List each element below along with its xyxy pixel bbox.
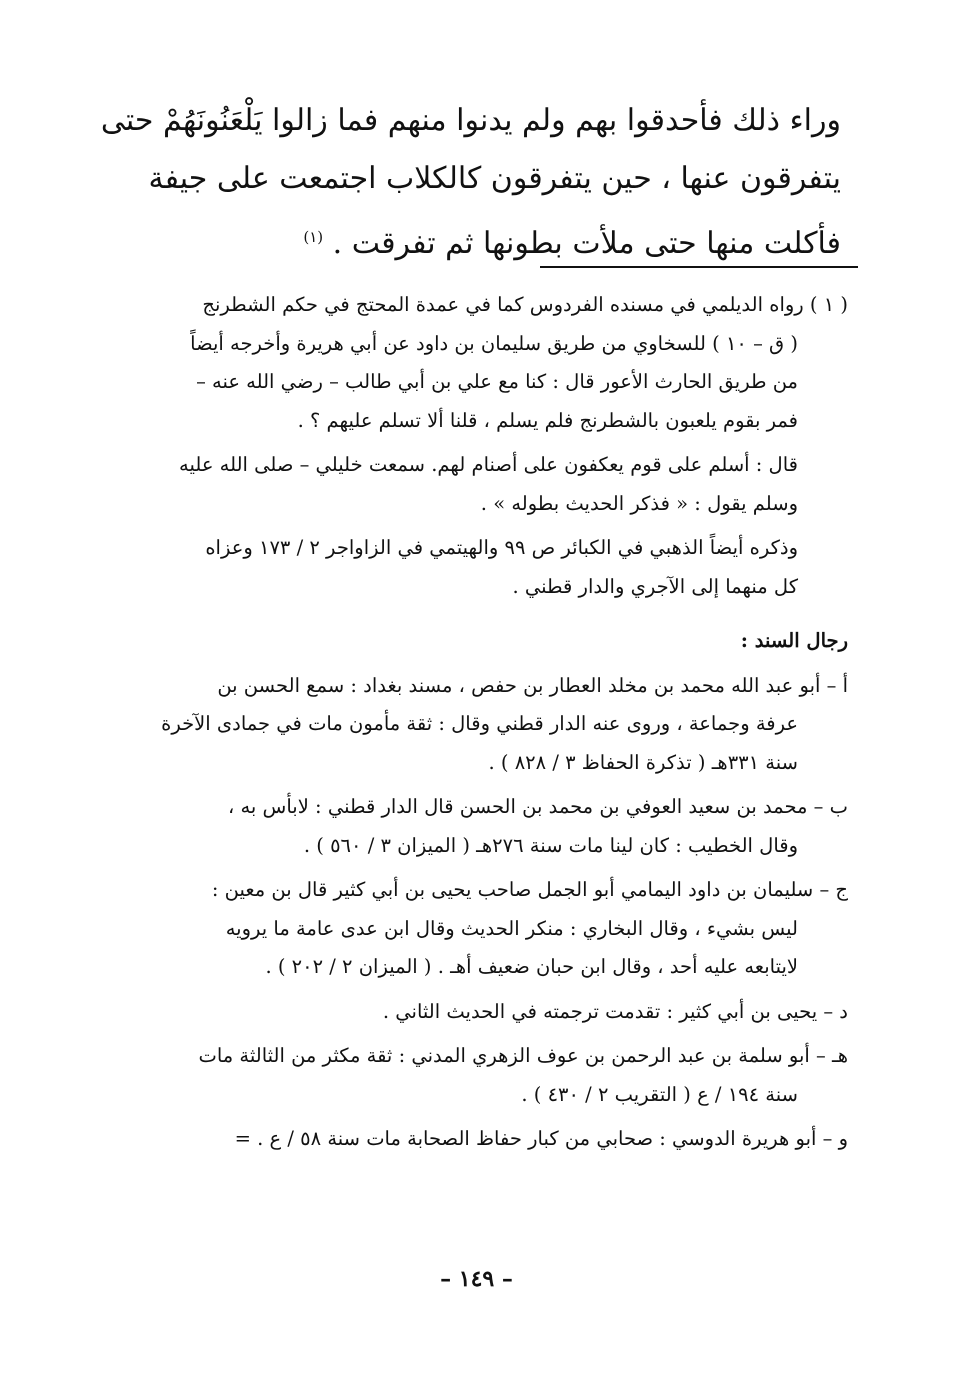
footnote-paragraph <box>103 286 848 440</box>
footnote-separator <box>540 266 858 268</box>
footnote-line: ( ١ ) رواه الديلمي في مسنده الفردوس كما في عمدة المحتج في حكم الشطرنج <box>202 293 848 316</box>
main-text-line-content: فأكلت منها حتى ملأت بطونها ثم تفرقت . <box>332 226 841 261</box>
narrator-line: د – يحيى بن أبي كثير : تقدمت ترجمته في الحديث الثاني . <box>382 999 848 1023</box>
footnote-line: قال : أسلم على قوم يعكفون على أصنام لهم. سمعت خليلي – صلى الله عليه <box>179 453 798 476</box>
narrator-line: عرفة وجماعة ، وروى عنه الدار قطني وقال : ثقة مأمون مات في جمادى الآخرة <box>161 712 798 735</box>
footnote-line: ( ق – ١٠ ) للسخاوي من طريق سليمان بن داود عن أبي هريرة وأخرجه أيضاً <box>190 331 798 355</box>
footnote-line: كل منهما إلى الآجري والدار قطني . <box>512 574 798 598</box>
chain-heading: رجال السند : <box>740 629 848 652</box>
narrator-line: لايتابعه عليه أحد ، وقال ابن حبان ضعيف أهـ . ( الميزان ٢ / ٢٠٢ ) . <box>265 955 798 978</box>
narrator-line: أ – أبو عبد الله محمد بن مخلد العطار بن حفص ، مسند بغداد : سمع الحسن بن <box>217 673 848 697</box>
narrator-line: هـ – أبو سلمة بن عبد الرحمن بن عوف الزهري المدني : ثقة مكثر من الثالثة مات <box>198 1044 848 1067</box>
main-text <box>101 92 841 273</box>
narrator-line: ليس بشيء ، وقال البخاري : منكر الحديث وقال ابن عدى عامة ما يرويه <box>225 916 798 940</box>
narrator-line: سنة ١٩٤ / ع ( التقريب ٢ / ٤٣٠ ) . <box>521 1082 798 1106</box>
footnote-paragraph <box>103 446 848 523</box>
narrator-entry <box>103 1120 848 1159</box>
narrator-entry <box>103 871 848 987</box>
footnote-marker: (١) <box>303 228 324 246</box>
narrator-entry <box>103 788 848 865</box>
narrator-line: ج – سليمان بن داود اليمامي أبو الجمل صاحب يحيى بن أبي كثير قال بن معين : <box>211 878 848 901</box>
page-number: – ١٤٩ – <box>440 1266 513 1292</box>
main-text-line: يتفرقون عنها ، حين يتفرقون كالكلاب اجتمعت على جيفة <box>148 161 841 196</box>
narrator-entry <box>103 667 848 783</box>
narrator-line: ب – محمد بن سعيد العوفي بن محمد بن الحسن قال الدار قطني : لابأس به ، <box>227 795 848 818</box>
footnote-line: وسلم يقول : « فذكر الحديث بطوله » . <box>480 491 798 515</box>
footnote-line: من طريق الحارث الأعور قال : كنا مع علي بن أبي طالب – رضي الله عنه – <box>196 370 798 393</box>
footnote-line: فمر بقوم يلعبون بالشطرنج فلم يسلم ، قلنا ألا تسلم عليهم ؟ . <box>297 408 798 432</box>
narrator-entry <box>103 993 848 1032</box>
narrator-line: سنة ٣٣١هـ ( تذكرة الحفاظ ٣ / ٨٢٨ ) . <box>488 750 798 774</box>
main-text-line <box>101 208 841 273</box>
main-text-line: وراء ذلك فأحدقوا بهم ولم يدنوا منهم فما زالوا يَلْعَنُونَهُمْ حتى <box>100 103 841 138</box>
narrator-entry <box>103 1037 848 1114</box>
footnote-line: وذكره أيضاً الذهبي في الكبائر ص ٩٩ والهيتمي في الزاواجر ٢ / ١٧٣ وعزاه <box>205 536 798 559</box>
narrator-line: وقال الخطيب : كان لينا مات سنة ٢٧٦هـ ( الميزان ٣ / ٥٦٠ ) . <box>303 833 798 857</box>
narrator-line: و – أبو هريرة الدوسي : صحابي من كبار حفاظ الصحابة مات سنة ٥٨ / ع . = <box>234 1127 848 1150</box>
footnote-paragraph <box>103 529 848 606</box>
footnotes <box>103 286 848 1159</box>
